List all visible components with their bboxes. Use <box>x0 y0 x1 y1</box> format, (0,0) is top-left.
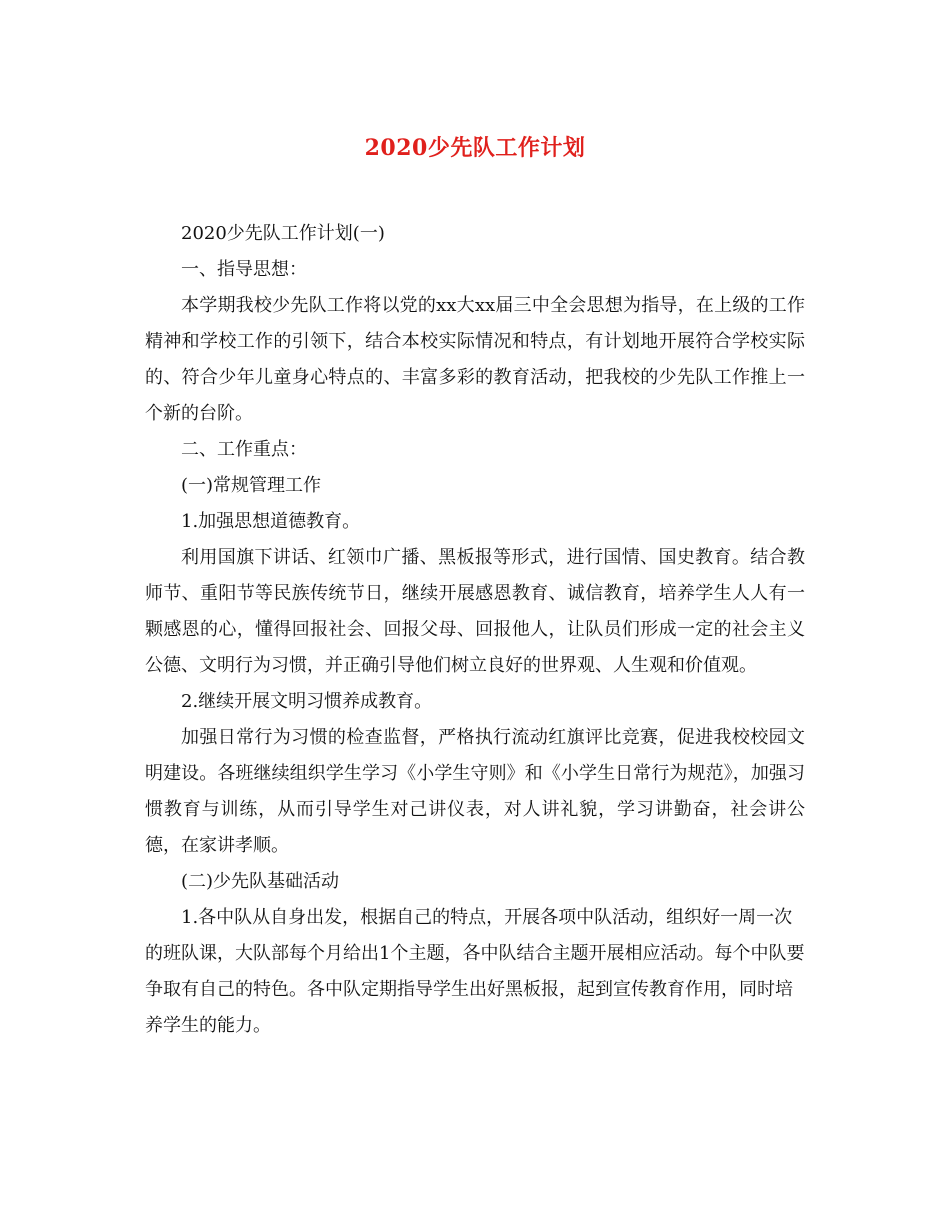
section-heading-guiding-thought: 一、指导思想： <box>181 259 307 280</box>
section-heading-plan-one: 2020少先队工作计划(一) <box>181 223 385 244</box>
document-title: 2020少先队工作计划 <box>364 135 586 161</box>
paragraph-moral-education: 利用国旗下讲话、红领巾广播、黑板报等形式，进行国情、国史教育。结合教师节、重阳节等民族传统节日，继续开展感恩教育、诚信教育，培养学生人人有一颗感恩的心，懂得回报社会、回报父母、回报他人，让队员们形成一定的社会主义公德、文明行为习惯，并正确引导他们树立良好的世界观、人生观和价值观。 <box>145 547 805 676</box>
subheading-routine-management: (一)常规管理工作 <box>181 475 322 496</box>
document-body <box>145 216 805 1044</box>
section-heading-work-focus: 二、工作重点： <box>181 439 307 460</box>
item-heading-moral-education: 1.加强思想道德教育。 <box>181 511 361 532</box>
paragraph-squad-activities: 1.各中队从自身出发，根据自己的特点，开展各项中队活动，组织好一周一次的班队课，大队部每个月给出1个主题，各中队结合主题开展相应活动。每个中队要争取有自己的特色。各中队定期指导学生出好黑板报，起到宣传教育作用，同时培养学生的能力。 <box>145 907 805 1036</box>
item-heading-civilized-habits: 2.继续开展文明习惯养成教育。 <box>181 691 433 712</box>
subheading-basic-activities: (二)少先队基础活动 <box>181 871 340 892</box>
paragraph-civilized-habits: 加强日常行为习惯的检查监督，严格执行流动红旗评比竞赛，促进我校校园文明建设。各班继续组织学生学习《小学生守则》和《小学生日常行为规范》，加强习惯教育与训练，从而引导学生对己讲仪表，对人讲礼貌，学习讲勤奋，社会讲公德，在家讲孝顺。 <box>145 727 805 856</box>
paragraph-guiding-thought: 本学期我校少先队工作将以党的xx大xx届三中全会思想为指导，在上级的工作精神和学校工作的引领下，结合本校实际情况和特点，有计划地开展符合学校实际的、符合少年儿童身心特点的、丰富多彩的教育活动，把我校的少先队工作推上一个新的台阶。 <box>145 295 805 424</box>
